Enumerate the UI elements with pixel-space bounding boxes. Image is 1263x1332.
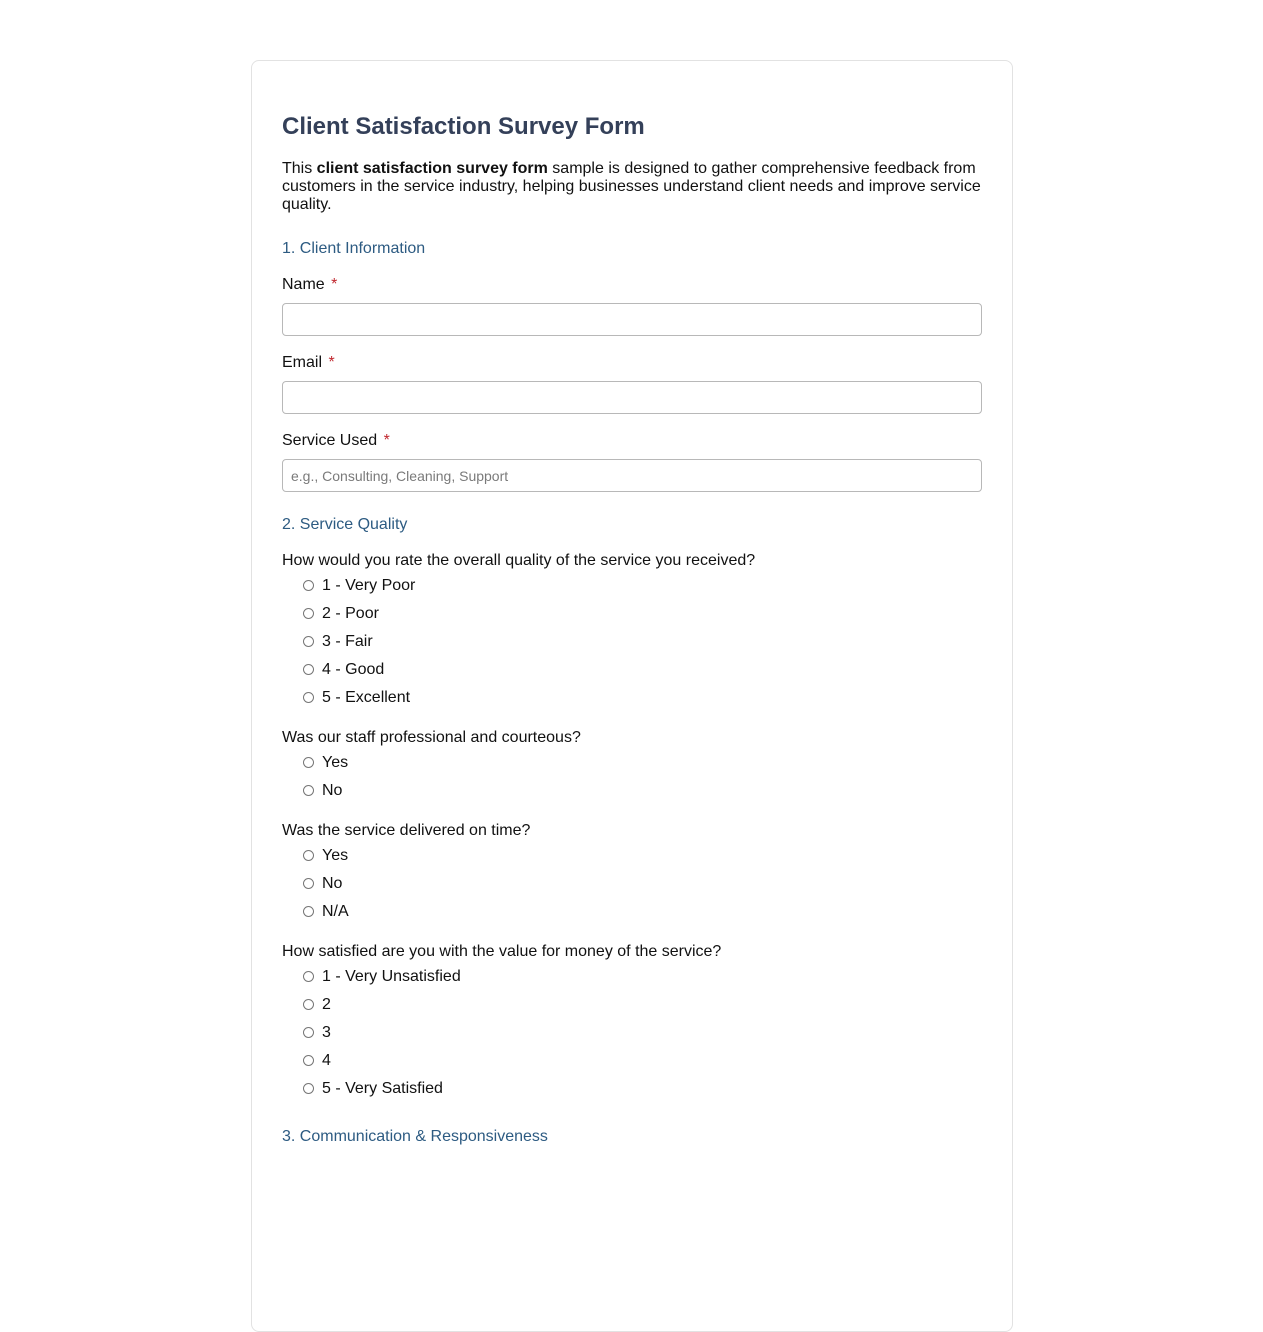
option-label: Yes: [322, 847, 349, 864]
intro-bold: client satisfaction survey form: [316, 160, 548, 177]
radio-option-quality-3[interactable]: [282, 628, 982, 656]
option-label: N/A: [322, 903, 349, 920]
intro-prefix: This: [282, 160, 317, 177]
radio-button-icon[interactable]: [303, 580, 314, 591]
radio-button-icon[interactable]: [303, 906, 314, 917]
question-delivered-on-time: Was the service delivered on time?: [282, 822, 531, 839]
radio-option-staff-yes[interactable]: [282, 749, 982, 777]
service-used-label: [282, 431, 982, 451]
radio-option-quality-4[interactable]: [282, 656, 982, 684]
delivered-on-time-options: [282, 842, 982, 926]
service-used-input[interactable]: [282, 459, 982, 492]
radio-option-quality-5[interactable]: [282, 684, 982, 712]
name-input[interactable]: [282, 303, 982, 336]
email-field-group: [282, 353, 982, 414]
option-label: 3 - Fair: [322, 633, 373, 650]
email-label: [282, 353, 982, 373]
radio-button-icon[interactable]: [303, 1055, 314, 1066]
radio-button-icon[interactable]: [303, 1083, 314, 1094]
option-label: 5 - Excellent: [322, 689, 411, 706]
question-overall-quality: How would you rate the overall quality of the service you received?: [282, 552, 756, 569]
option-label: Yes: [322, 754, 349, 771]
radio-option-staff-no[interactable]: [282, 777, 982, 805]
name-field-group: [282, 275, 982, 336]
radio-button-icon[interactable]: [303, 757, 314, 768]
radio-button-icon[interactable]: [303, 785, 314, 796]
radio-button-icon[interactable]: [303, 999, 314, 1010]
radio-option-quality-1[interactable]: [282, 572, 982, 600]
radio-option-value-1[interactable]: [282, 963, 982, 991]
required-asterisk: *: [328, 354, 335, 371]
name-label: [282, 275, 982, 295]
option-label: 4 - Good: [322, 661, 385, 678]
survey-card: [251, 60, 1013, 1332]
option-label: 2 - Poor: [322, 605, 379, 622]
radio-option-quality-2[interactable]: [282, 600, 982, 628]
question-staff-professional: Was our staff professional and courteous?: [282, 729, 581, 746]
radio-option-ontime-no[interactable]: [282, 870, 982, 898]
radio-button-icon[interactable]: [303, 664, 314, 675]
radio-button-icon[interactable]: [303, 971, 314, 982]
radio-button-icon[interactable]: [303, 692, 314, 703]
option-label: No: [322, 782, 343, 799]
radio-button-icon[interactable]: [303, 636, 314, 647]
intro-text: [282, 160, 982, 214]
required-asterisk: *: [383, 432, 390, 449]
radio-option-ontime-yes[interactable]: [282, 842, 982, 870]
required-asterisk: *: [331, 276, 338, 293]
staff-professional-options: [282, 749, 982, 805]
radio-button-icon[interactable]: [303, 878, 314, 889]
option-label: 2: [322, 996, 331, 1013]
radio-option-value-3[interactable]: [282, 1019, 982, 1047]
option-label: 1 - Very Unsatisfied: [322, 968, 461, 985]
option-label: 3: [322, 1024, 331, 1041]
name-label-text: Name: [282, 276, 325, 293]
section-heading-communication: 3. Communication & Responsiveness: [282, 1128, 548, 1145]
radio-option-value-2[interactable]: [282, 991, 982, 1019]
value-for-money-options: [282, 963, 982, 1103]
option-label: 4: [322, 1052, 331, 1069]
email-input[interactable]: [282, 381, 982, 414]
section-heading-client-information: 1. Client Information: [282, 240, 426, 257]
intro-suffix: sample is designed to gather comprehensive feedback from customers in the service industry, helping businesses understand client needs and improve service quality.: [282, 160, 981, 213]
radio-button-icon[interactable]: [303, 1027, 314, 1038]
radio-option-value-4[interactable]: [282, 1047, 982, 1075]
option-label: 1 - Very Poor: [322, 577, 416, 594]
radio-button-icon[interactable]: [303, 850, 314, 861]
email-label-text: Email: [282, 354, 323, 371]
service-used-field-group: [282, 431, 982, 492]
question-value-for-money: How satisfied are you with the value for money of the service?: [282, 943, 722, 960]
section-heading-service-quality: 2. Service Quality: [282, 516, 408, 533]
option-label: No: [322, 875, 343, 892]
radio-button-icon[interactable]: [303, 608, 314, 619]
radio-option-ontime-na[interactable]: [282, 898, 982, 926]
overall-quality-options: [282, 572, 982, 712]
service-used-label-text: Service Used: [282, 432, 378, 449]
page-title: Client Satisfaction Survey Form: [282, 113, 645, 140]
option-label: 5 - Very Satisfied: [322, 1080, 443, 1097]
radio-option-value-5[interactable]: [282, 1075, 982, 1103]
